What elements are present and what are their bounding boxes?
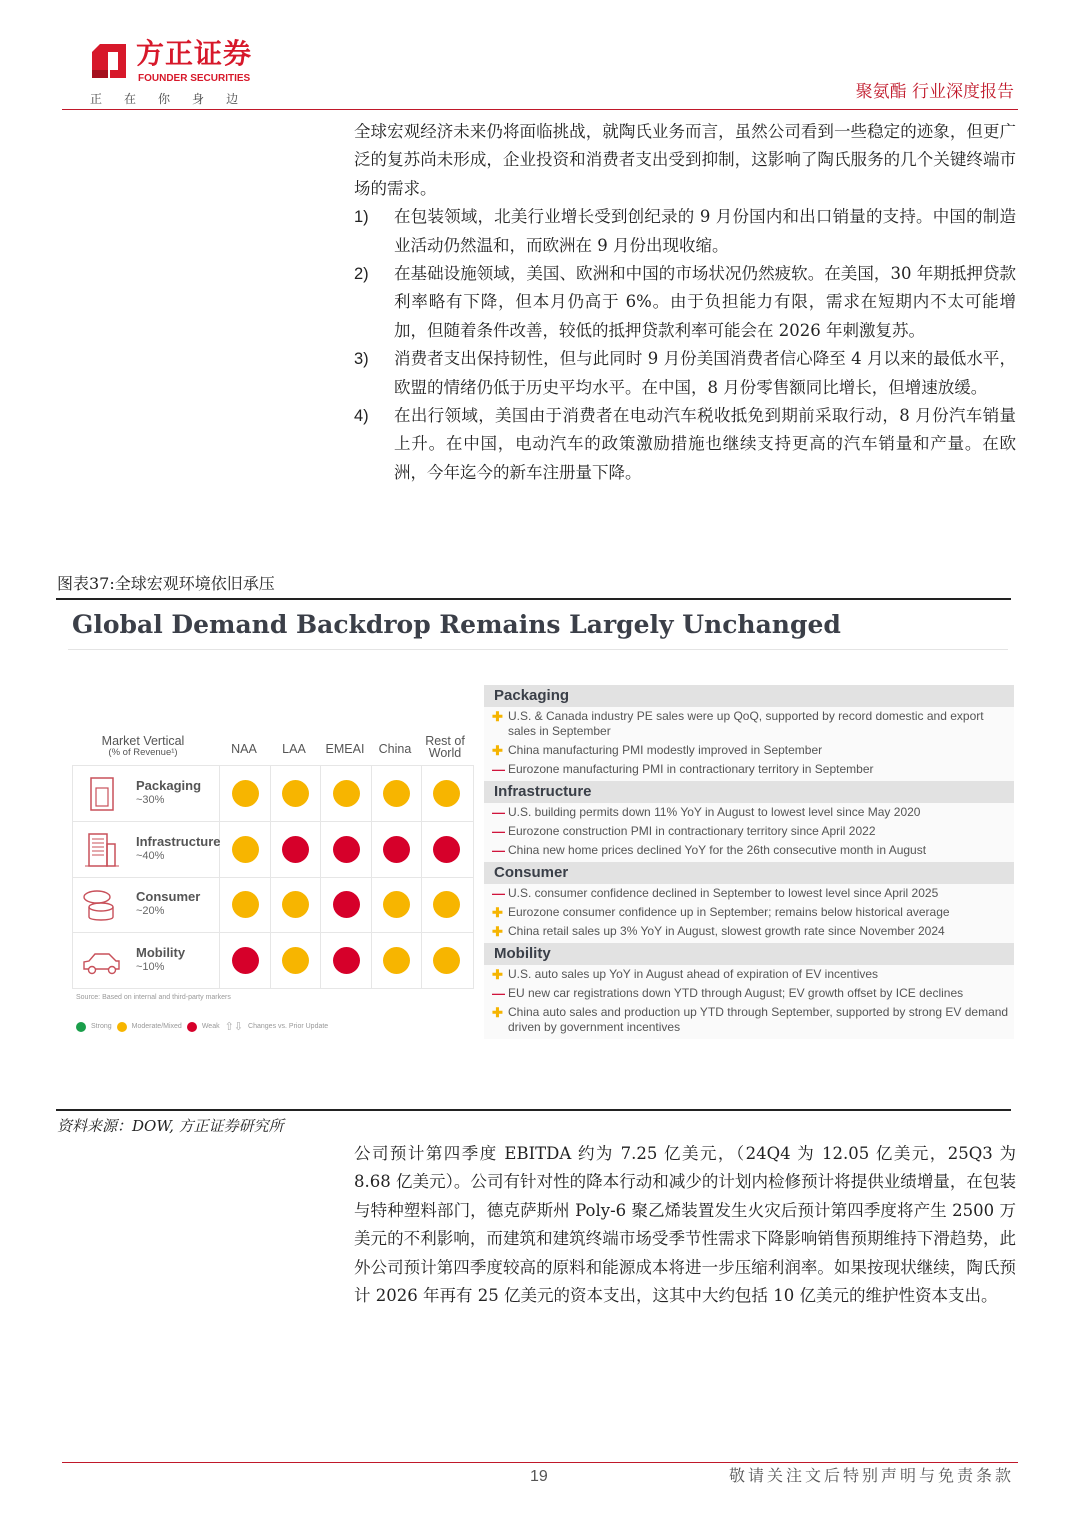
column-header: NAA xyxy=(231,742,257,756)
figure-image xyxy=(56,603,1011,1106)
revenue-share: ~30% xyxy=(136,794,165,806)
figure-bottom-rule xyxy=(56,1109,1011,1111)
footer-divider xyxy=(62,1462,1018,1463)
strong-dot-icon xyxy=(76,1022,86,1032)
commentary-bullet xyxy=(484,762,1014,777)
bullet-text: EU new car registrations down YTD through August; EV growth offset by ICE declines xyxy=(508,986,964,1000)
commentary-bullet xyxy=(484,1005,1014,1035)
rating-dot-weak xyxy=(333,836,360,863)
rating-dot-moderate xyxy=(433,780,460,807)
commentary-bullet xyxy=(484,886,1014,901)
slogan-char: 正 xyxy=(90,92,103,106)
building-icon xyxy=(81,830,123,870)
matrix-row-consumer xyxy=(73,877,473,933)
moderate-dot-icon xyxy=(117,1022,127,1032)
list-item xyxy=(354,402,1016,487)
bullet-text: China retail sales up 3% YoY in August, slowest growth rate since November 2024 xyxy=(508,924,945,938)
rating-dot-moderate xyxy=(433,947,460,974)
slogan-char: 身 xyxy=(192,92,205,106)
rating-dot-moderate xyxy=(383,780,410,807)
rating-dot-weak xyxy=(232,947,259,974)
bullet-text: China manufacturing PMI modestly improved in September xyxy=(508,743,823,757)
section-header-infrastructure: Infrastructure xyxy=(484,781,1014,803)
report-title: 聚氨酯 行业深度报告 xyxy=(855,82,1014,102)
figure-title-divider xyxy=(68,649,1008,650)
column-header: Rest of World xyxy=(425,734,465,760)
vertical-name: Infrastructure xyxy=(136,833,221,849)
commentary-bullet xyxy=(484,709,1014,739)
founder-logo-icon xyxy=(90,42,128,80)
rating-dot-moderate xyxy=(282,780,309,807)
rating-dot-moderate xyxy=(232,836,259,863)
bullet-text: U.S. auto sales up YoY in August ahead of expiration of EV incentives xyxy=(508,967,879,981)
minus-icon: — xyxy=(492,843,505,858)
list-item xyxy=(354,203,1016,260)
jar-icon xyxy=(81,885,123,925)
minus-icon: — xyxy=(492,986,505,1001)
rating-dot-moderate xyxy=(383,947,410,974)
body-text xyxy=(354,118,1016,487)
legend-weak: Weak xyxy=(201,1023,220,1030)
bullet-text: Eurozone construction PMI in contractionary territory since April 2022 xyxy=(508,824,876,838)
plus-icon: ✚ xyxy=(492,924,503,939)
rating-dot-weak xyxy=(282,836,309,863)
commentary-bullet xyxy=(484,824,1014,839)
package-icon xyxy=(81,774,123,814)
section-header-consumer: Consumer xyxy=(484,862,1014,884)
commentary-bullet xyxy=(484,967,1014,982)
matrix-grid xyxy=(72,765,474,989)
list-number: 4) xyxy=(354,407,369,426)
rating-dot-weak xyxy=(433,836,460,863)
matrix-source: Source: Based on internal and third-party markers xyxy=(76,994,231,1001)
logo-text-en: FOUNDER SECURITIES xyxy=(138,73,251,84)
legend-moderate: Moderate/Mixed xyxy=(131,1023,182,1030)
market-commentary-panel xyxy=(484,685,1014,1039)
matrix-row-packaging xyxy=(73,766,473,822)
header-divider xyxy=(62,109,1018,110)
bullet-text: U.S. consumer confidence declined in September to lowest level since April 2025 xyxy=(508,886,939,900)
column-header: China xyxy=(378,742,412,756)
vertical-name: Consumer xyxy=(136,889,201,904)
bullet-text: China new home prices declined YoY for the 26th consecutive month in August xyxy=(508,843,927,857)
minus-icon: — xyxy=(492,886,505,901)
commentary-bullet xyxy=(484,843,1014,858)
bullet-text: U.S. building permits down 11% YoY in August to lowest level since May 2020 xyxy=(508,805,921,819)
rating-dot-weak xyxy=(333,891,360,918)
figure-top-rule xyxy=(56,598,1011,600)
rating-dot-moderate xyxy=(282,891,309,918)
list-item xyxy=(354,345,1016,402)
rating-dot-weak xyxy=(333,947,360,974)
column-header: EMEAI xyxy=(325,742,365,756)
plus-icon: ✚ xyxy=(492,1005,503,1020)
slogan-char: 在 xyxy=(124,92,137,106)
rating-dot-moderate xyxy=(232,891,259,918)
list-number: 2) xyxy=(354,265,369,284)
plus-icon: ✚ xyxy=(492,905,503,920)
rating-dot-moderate xyxy=(282,947,309,974)
minus-icon: — xyxy=(492,824,505,839)
plus-icon: ✚ xyxy=(492,743,503,758)
header-label: Market Vertical xyxy=(101,734,185,748)
list-text: 在包装领域，北美行业增长受到创纪录的 9 月份国内和出口销量的支持。中国的制造业活动仍然温和，而欧洲在 9 月份出现收缩。 xyxy=(394,207,1016,255)
plus-icon: ✚ xyxy=(492,709,503,724)
figure-caption: 图表37:全球宏观环境依旧承压 xyxy=(57,574,275,593)
matrix-row-infrastructure xyxy=(73,822,473,878)
revenue-share: ~20% xyxy=(136,905,165,917)
figure-source: 资料来源：DOW, 方正证券研究所 xyxy=(57,1117,284,1135)
rating-dot-moderate xyxy=(333,780,360,807)
list-number: 1) xyxy=(354,208,369,227)
section-header-mobility: Mobility xyxy=(484,943,1014,965)
matrix-legend xyxy=(76,1020,328,1033)
logo-text-cn: 方正证券 xyxy=(136,37,253,70)
bullet-text: Eurozone consumer confidence up in September; remains below historical average xyxy=(508,905,950,919)
rating-dot-weak xyxy=(383,836,410,863)
plus-icon: ✚ xyxy=(492,967,503,982)
rating-dot-moderate xyxy=(383,891,410,918)
page-number: 19 xyxy=(530,1468,548,1485)
list-text: 在出行领域，美国由于消费者在电动汽车税收抵免到期前采取行动，8 月份汽车销量上升。在中国，电动汽车的政策激励措施也继续支持更高的汽车销量和产量。在欧洲，今年迄今的新车注册量下降。 xyxy=(394,406,1016,482)
minus-icon: — xyxy=(492,805,505,820)
list-number: 3) xyxy=(354,350,369,369)
figure-title: Global Demand Backdrop Remains Largely Unchanged xyxy=(72,610,841,639)
list-text: 在基础设施领域，美国、欧洲和中国的市场状况仍然疲软。在美国，30 年期抵押贷款利率略有下降，但本月仍高于 6%。由于负担能力有限，需求在短期内不太可能增加，但随着条件改善，较低的抵押贷款利率可能会在 2026 年刺激复苏。 xyxy=(394,264,1016,340)
revenue-share: ~40% xyxy=(136,849,165,862)
footer-disclaimer: 敬请关注文后特别声明与免责条款 xyxy=(728,1466,1014,1485)
commentary-bullet xyxy=(484,905,1014,920)
slogan-char: 边 xyxy=(226,92,239,106)
bullet-text: Eurozone manufacturing PMI in contractionary territory in September xyxy=(508,762,874,776)
section-header-packaging: Packaging xyxy=(484,685,1014,707)
outro-paragraph: 公司预计第四季度 EBITDA 约为 7.25 亿美元，（24Q4 为 12.05 亿美元，25Q3 为 8.68 亿美元）。公司有针对性的降本行动和减少的计划内检修预计将提供业绩增量，在包装与特种塑料部门，德克萨斯州 Poly-6 聚乙烯装置发生火灾后预计第四季度将产生 2500 万美元的不利影响，而建筑和建筑终端市场受季节性需求下降影响销售预期维持下滑趋势，此外公司预计第四季度较高的原料和能源成本将进一步压缩利润率。如果按现状继续，陶氏预计 2026 年再有 25 亿美元的资本支出，这其中大约包括 10 亿美元的维护性资本支出。 xyxy=(354,1144,1016,1306)
car-icon xyxy=(81,941,123,981)
rating-dot-moderate xyxy=(433,891,460,918)
commentary-bullet xyxy=(484,743,1014,758)
vertical-name: Packaging xyxy=(136,778,202,793)
commentary-bullet xyxy=(484,924,1014,939)
bullet-text: U.S. & Canada industry PE sales were up QoQ, supported by record domestic and export sales in September xyxy=(508,709,984,738)
header-sub: (% of Revenue¹) xyxy=(108,747,178,758)
bullet-text: China auto sales and production up YTD through September, supported by strong EV demand driven by government incentives xyxy=(508,1005,1009,1034)
slogan xyxy=(90,92,260,106)
legend-strong: Strong xyxy=(91,1023,112,1030)
legend-changes: Changes vs. Prior Update xyxy=(248,1023,329,1030)
commentary-bullet xyxy=(484,986,1014,1001)
intro-paragraph: 全球宏观经济未来仍将面临挑战，就陶氏业务而言，虽然公司看到一些稳定的迹象，但更广泛的复苏尚未形成，企业投资和消费者支出受到抑制，这影响了陶氏服务的几个关键终端市场的需求。 xyxy=(354,122,1016,198)
column-header: LAA xyxy=(282,742,306,756)
list-item xyxy=(354,260,1016,345)
list-text: 消费者支出保持韧性，但与此同时 9 月份美国消费者信心降至 4 月以来的最低水平，欧盟的情绪仍低于历史平均水平。在中国，8 月份零售额同比增长，但增速放缓。 xyxy=(394,349,1016,397)
rating-dot-moderate xyxy=(232,780,259,807)
minus-icon: — xyxy=(492,762,505,777)
revenue-share: ~10% xyxy=(136,960,165,973)
matrix-row-mobility xyxy=(73,933,473,989)
commentary-bullet xyxy=(484,805,1014,820)
slogan-char: 你 xyxy=(158,92,171,106)
weak-dot-icon xyxy=(187,1022,197,1032)
up-down-arrows-icon: ⇧⇩ xyxy=(224,1021,244,1033)
vertical-name: Mobility xyxy=(136,944,186,960)
matrix-header xyxy=(88,735,198,759)
